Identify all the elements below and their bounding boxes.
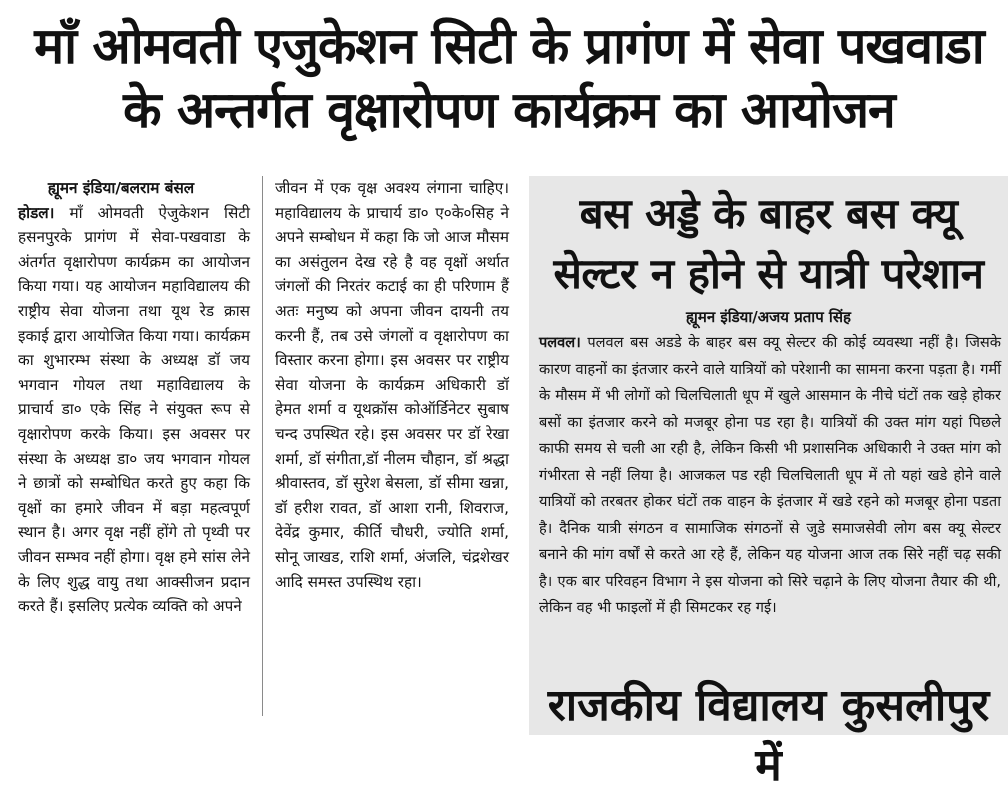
main-story-byline: ह्यूमन इंडिया/बलराम बंसल <box>47 179 195 197</box>
main-story-dateline: होडल। <box>18 203 55 222</box>
main-story-column-1 <box>18 176 250 619</box>
second-story-dateline: पलवल। <box>539 334 581 351</box>
main-story-column-2 <box>275 176 509 594</box>
second-story-headline <box>529 184 1008 304</box>
main-headline-line2: के अन्तर्गत वृक्षारोपण कार्यक्रम का आयोजन <box>123 81 895 139</box>
column-divider <box>262 176 263 716</box>
second-headline-line1: बस अड्डे के बाहर बस क्यू <box>579 189 958 238</box>
second-story-body <box>539 330 1001 622</box>
main-headline <box>14 14 1004 142</box>
main-story-col2-text: जीवन में एक वृक्ष अवश्य लंगाना चाहिए। महाविद्यालय के प्राचार्य डा० ए०के०सिह ने अपने सम्बोधन में कहा कि जो आज मौसम का असंतुलन देख रहे है वह वृक्षों अर्थात जंगलों की निरतंर कटाई का ही परिणाम हैं अतः मनुष्य को अपना जीवन दायनी तय करनी हैं, तब उसे जंगलों व वृक्षारोपण का विस्तार करना होगा। इस अवसर पर राष्ट्रीय सेवा योजना के कार्यक्रम अधिकारी डॉ हेमत शर्मा व यूथक्रॉस कोऑर्डिनेटर सुबाष चन्द उपस्थित रहे। इस अवसर पर डॉ रेखा शर्मा, डॉ संगीता,डॉ नीलम चौहान, डॉ श्रद्धा श्रीवास्तव, डॉ सुरेश बेसला, डॉ सीमा खन्ना, डॉ हरीश रावत, डॉ आशा रानी, शिवराज, देवेंद्र कुमार, कीर्ति चौधरी, ज्योति शर्मा, सोनू जाखड, राशि शर्मा, अंजलि, चंद्रशेखर आदि समस्त उपस्थिथ रहा। <box>275 179 509 591</box>
second-story-byline: ह्यूमन इंडिया/अजय प्रताप सिंह <box>686 308 851 326</box>
main-story-col1-text: माँ ओमवती ऐजुकेशन सिटी हसनपुरके प्रागंण में सेवा-पखवाडा के अंतर्गत वृक्षारोपण कार्यक्रम का आयोजन किया गया। यह आयोजन महाविद्यालय की राष्ट्रीय सेवा योजना तथा यूथ रेड क्रास इकाई द्वारा आयोजित किया गया। कार्यक्रम का शुभारम्भ संस्था के अध्यक्ष डॉ जय भगवान गोयल तथा महाविद्यालय के प्राचार्य डा० एके सिंह ने संयुक्त रूप से वृक्षारोपण करके किया। इस अवसर पर संस्था के अध्यक्ष डा० जय भगवान गोयल ने छात्रों को सम्बोधित करते हुए कहा कि वृक्षों का हमारे जीवन में बड़ा महत्वपूर्ण स्थान है। अगर वृक्ष नहीं होंगे तो पृथ्वी पर जीवन सम्भव नहीं होगा। वृक्ष हमे सांस लेने के लिए शुद्ध वायु तथा आक्सीजन प्रदान करते हैं। इसलिए प्रत्येक व्यक्ति को अपने <box>18 203 250 616</box>
third-story-headline: राजकीय विद्यालय कुसलीपुर में <box>547 680 990 791</box>
main-headline-line1: माँ ओमवती एजुकेशन सिटी के प्रागंण में सेवा पखवाडा <box>34 17 984 75</box>
second-headline-line2: सेल्टर न होने से यात्री परेशान <box>553 249 984 298</box>
second-story-text: पलवल बस अडडे के बाहर बस क्यू सेल्टर की कोई व्यवस्था नहीं है। जिसके कारण वाहनों का इंतजार करने वाले यात्रियों को परेशानी का सामना करना पड़ता है। गर्मी के मौसम में भी लोगों को चिलचिलाती धूप में खुले आसमान के नीचे घंटों तक खड़े होकर बसों का इंतजार करने को मजबूर होना पड रहा है। यात्रियों की उक्त मांग यहां पिछले काफी समय से चली आ रही है, लेकिन किसी भी प्रशासनिक अधिकारी ने उक्त मांग को गंभीरता से नहीं लिया है। आजकल पड रही चिलचिलाती धूप में तो यहां खडे होने वाले यात्रियों को तरबतर होकर घंटों तक वाहन के इंतजार में खडे रहने को मजबूर होना पडता है। दैनिक यात्री संगठन व सामाजिक संगठनों से जुडे समाजसेवी लोग बस क्यू सेल्टर बनाने की मांग वर्षों से करते आ रहे हैं, लेकिन यह योजना आज तक सिरे नहीं चढ़ सकी है। एक बार परिवहन विभाग ने इस योजना को सिरे चढ़ाने के लिए योजना तैयार की थी, लेकिन वह भी फाइलों में ही सिमटकर रह गई। <box>539 334 1001 616</box>
